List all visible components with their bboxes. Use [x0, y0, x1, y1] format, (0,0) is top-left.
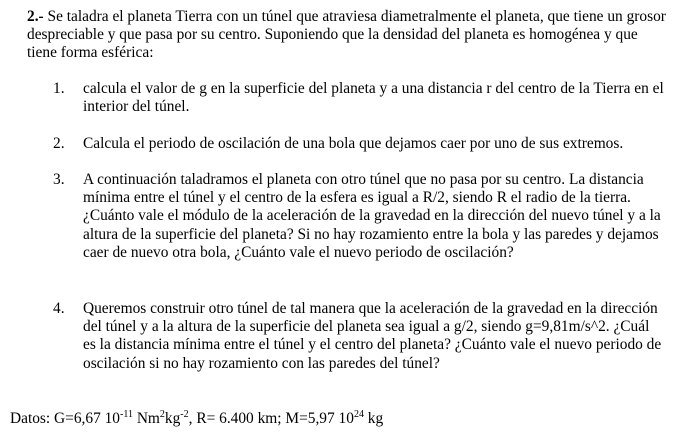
data-line [10, 410, 670, 428]
g-unit: Nm [132, 410, 160, 427]
list-item [53, 300, 665, 373]
unit-exponent-m: 2 [159, 409, 165, 420]
list-item [53, 135, 665, 153]
problem-statement [27, 8, 667, 63]
mass-unit: kg [363, 410, 384, 427]
radius-mass: , R= 6.400 km; M=5,97 10 [188, 410, 354, 427]
unit-exponent-kg: -2 [180, 409, 189, 420]
mass-exponent: 24 [353, 409, 364, 420]
list-item-text: calcula el valor de g en la superficie del planeta y a una distancia r del centro de la Tierra en el interior del túnel. [83, 80, 664, 116]
problem-intro: Se taladra el planeta Tierra con un túnel que atraviesa diametralmente el planeta, que tiene un grosor despreciable y que pasa por su centro. Suponiendo que la densidad del planeta es homogénea y que tiene forma esférica: [27, 8, 666, 62]
datos-label: Datos: G=6,67 10 [10, 410, 120, 427]
list-item-marker: 3. [53, 171, 65, 188]
problem-number: 2.- [27, 8, 44, 25]
unit-kg: kg [164, 410, 181, 427]
list-item [53, 80, 665, 116]
list-item-text: Calcula el periodo de oscilación de una bola que dejamos caer por uno de sus extremos. [83, 135, 624, 152]
list-item-marker: 4. [53, 300, 65, 317]
list-item-text: A continuación taladramos el planeta con otro túnel que no pasa por su centro. La distancia mínima entre el túnel y el centro de la esfera es igual a R/2, siendo R el radio de la tierra. ¿Cuánto vale el módulo de la aceleración de la gravedad en la dirección del nuevo túnel y a la altura de la superficie del planeta? Si no hay rozamiento entre la bola y las paredes y dejamos caer de nuevo otra bola, ¿Cuánto vale el nuevo periodo de oscilación? [83, 171, 661, 261]
list-item-text: Queremos construir otro túnel de tal manera que la aceleración de la gravedad en la dirección del túnel y a la altura de la superficie del planeta sea igual a g/2, siendo g=9,81m/s^2. ¿Cuál es la distancia mínima entre el túnel y el centro del planeta? ¿Cuánto vale el nuevo periodo de oscilación si no hay rozamiento con las paredes del túnel? [83, 300, 662, 372]
g-exponent: -11 [120, 409, 133, 420]
list-item-marker: 1. [53, 80, 65, 97]
list-item-marker: 2. [53, 135, 65, 152]
list-item [53, 171, 665, 262]
